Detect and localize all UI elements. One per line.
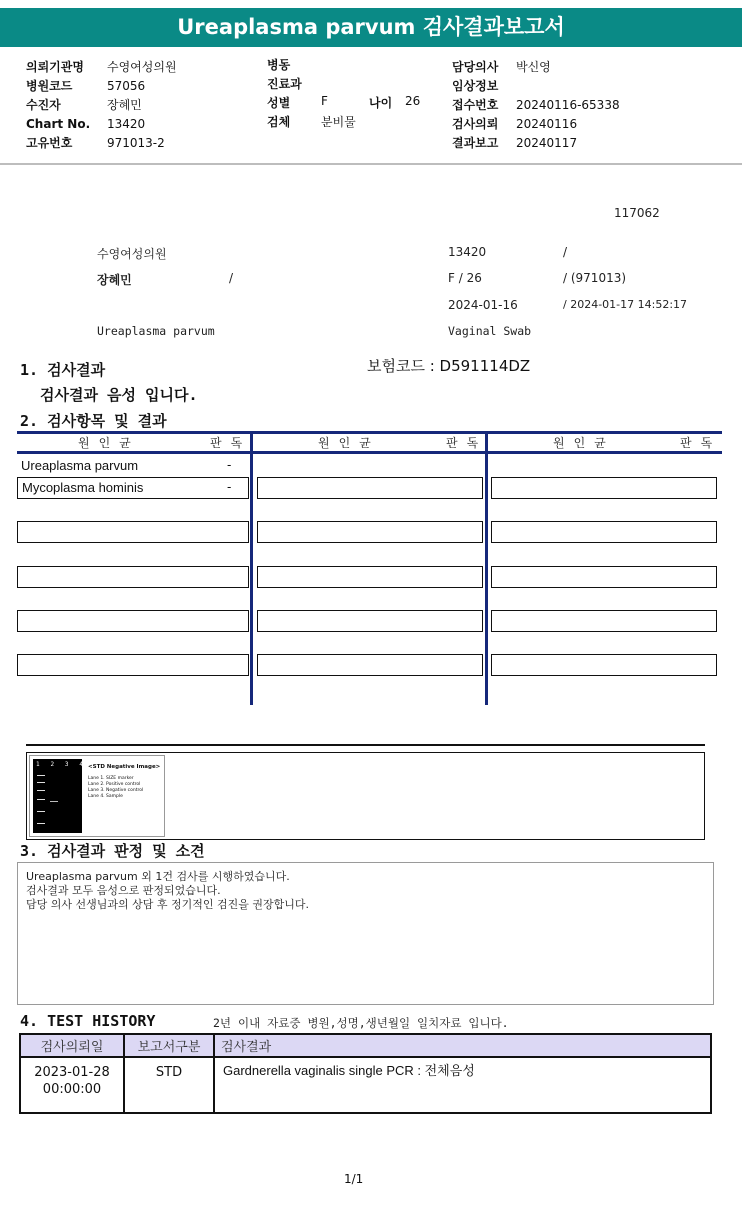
age-label: 나이 <box>369 96 393 110</box>
organism-result: - <box>227 479 232 494</box>
history-note: 2년 이내 자료중 병원,성명,생년월일 일치자료 입니다. <box>213 1016 509 1030</box>
col-organism-header: 원인균 <box>553 436 615 450</box>
table-header-line <box>17 451 722 454</box>
result-cell <box>17 610 249 632</box>
header-label: 수진자 <box>26 98 61 112</box>
gel-band <box>37 811 45 812</box>
history-col-date: 검사의뢰일 <box>20 1034 124 1057</box>
result-cell <box>257 566 483 588</box>
history-table <box>19 1033 712 1114</box>
organism-name: Mycoplasma hominis <box>22 480 144 495</box>
result-cell <box>257 610 483 632</box>
gel-band <box>50 801 58 802</box>
gel-image <box>29 755 165 837</box>
gel-top-rule <box>26 744 705 746</box>
header-value: 20240117 <box>516 136 578 150</box>
gel-legend <box>88 776 143 800</box>
result-cell <box>257 654 483 676</box>
report-title: Ureaplasma parvum 검사결과보고서 <box>0 8 742 47</box>
result-cell <box>491 521 717 543</box>
result-cell <box>491 610 717 632</box>
request-date: 2024-01-16 <box>448 298 518 312</box>
column-divider <box>485 431 488 705</box>
col-judgement-header: 판독 <box>680 436 722 450</box>
header-value: 수영여성의원 <box>107 60 177 74</box>
header-value: 박신영 <box>516 60 551 74</box>
header-label: 임상정보 <box>452 79 499 93</box>
result-cell <box>257 477 483 499</box>
history-col-result: 검사결과 <box>214 1034 711 1057</box>
page-number: 1/1 <box>344 1172 364 1186</box>
specimen-value: 분비물 <box>321 115 356 129</box>
gel-band <box>37 775 45 776</box>
organism-result: - <box>227 457 232 472</box>
result-cell <box>491 654 717 676</box>
report-datetime: / 2024-01-17 14:52:17 <box>563 298 688 311</box>
sex-value: F <box>321 94 328 108</box>
chart-slash: / <box>563 245 568 259</box>
result-summary: 검사결과 음성 입니다. <box>40 386 198 404</box>
history-result: Gardnerella vaginalis single PCR : 전체음성 <box>214 1057 711 1113</box>
dept-label: 진료과 <box>267 77 302 91</box>
result-cell <box>491 477 717 499</box>
result-cell <box>17 566 249 588</box>
patient-name: 장혜민 <box>97 273 132 287</box>
sex-age: F / 26 <box>448 271 482 285</box>
header-left <box>26 56 90 151</box>
section3-title: 3. 검사결과 판정 및 소견 <box>20 842 205 860</box>
gel-title: <STD Negative Image> <box>88 764 161 770</box>
header-right-values <box>516 56 620 151</box>
history-date: 2023-01-28 <box>34 1065 110 1080</box>
header-value: 13420 <box>107 117 146 131</box>
header-label: 결과보고 <box>452 136 499 150</box>
clinic-name: 수영여성의원 <box>97 247 167 261</box>
history-time: 00:00:00 <box>42 1082 102 1097</box>
insurance-code: 보험코드 : D591114DZ <box>367 357 531 375</box>
col-judgement-header: 판독 <box>446 436 488 450</box>
opinion-box <box>17 862 714 1005</box>
header-label: 의뢰기관명 <box>26 60 84 74</box>
specimen-type: Vaginal Swab <box>448 324 532 338</box>
ward-label: 병동 <box>267 58 291 72</box>
sex-label: 성별 <box>267 96 291 110</box>
result-cell <box>257 521 483 543</box>
header-value: 57056 <box>107 79 146 93</box>
opinion-text <box>26 870 309 912</box>
result-cell <box>17 654 249 676</box>
opinion-line: 담당 의사 선생님과의 상담 후 정기적인 검진을 권장합니다. <box>26 898 309 911</box>
request-code: 117062 <box>614 206 660 220</box>
header-label: 담당의사 <box>452 60 499 74</box>
gel-lane-numbers: 1 2 3 4 <box>36 761 83 768</box>
gel-band <box>37 782 45 783</box>
section2-title: 2. 검사항목 및 결과 <box>20 412 167 430</box>
column-divider <box>250 431 253 705</box>
header-label: 접수번호 <box>452 98 499 112</box>
age-value: 26 <box>405 94 421 108</box>
section1-title: 1. 검사결과 <box>20 361 106 379</box>
header-label: 병원코드 <box>26 79 73 93</box>
header-value: 장혜민 <box>107 98 142 112</box>
history-date-cell <box>20 1057 124 1113</box>
gel-image-box <box>26 752 705 840</box>
header-label: 고유번호 <box>26 136 73 150</box>
section4-title: 4. TEST HISTORY <box>20 1012 156 1030</box>
gel-legend-item: Lane 2. Positive control <box>88 782 141 787</box>
result-cell <box>17 477 249 499</box>
header-label: Chart No. <box>26 117 91 131</box>
test-name: Ureaplasma parvum <box>97 324 215 338</box>
gel-legend-item: Lane 3. Negative control <box>88 788 144 793</box>
col-organism-header: 원인균 <box>78 436 140 450</box>
opinion-line: Ureaplasma parvum 외 1건 검사를 시행하였습니다. <box>26 870 290 883</box>
gel-band <box>37 823 45 824</box>
history-col-type: 보고서구분 <box>124 1034 214 1057</box>
result-cell <box>491 566 717 588</box>
col-organism-header: 원인균 <box>318 436 380 450</box>
organism-name: Ureaplasma parvum <box>21 458 139 473</box>
gel-band <box>37 790 45 791</box>
col-judgement-header: 판독 <box>210 436 252 450</box>
header-label: 검사의뢰 <box>452 117 499 131</box>
gel-legend-item: Lane 1. SIZE marker <box>88 776 134 781</box>
header-divider <box>0 163 742 165</box>
history-header-row <box>20 1034 711 1057</box>
opinion-line: 검사결과 모두 음성으로 판정되었습니다. <box>26 884 221 897</box>
table-row <box>20 1057 711 1113</box>
gel-band <box>37 799 45 800</box>
patient-slash: / <box>229 271 234 285</box>
header-value: 20240116 <box>516 117 578 131</box>
header-right <box>452 56 498 151</box>
gel-legend-item: Lane 4. Sample <box>88 794 123 799</box>
chart-number: 13420 <box>448 245 487 259</box>
result-cell <box>17 521 249 543</box>
header-value: 971013-2 <box>107 136 165 150</box>
header-left-values <box>107 56 177 151</box>
birth-date: / (971013) <box>563 271 627 285</box>
specimen-label: 검체 <box>267 115 291 129</box>
history-type: STD <box>124 1057 214 1113</box>
gel-lanes-panel <box>33 759 82 833</box>
header-value: 20240116-65338 <box>516 98 620 112</box>
